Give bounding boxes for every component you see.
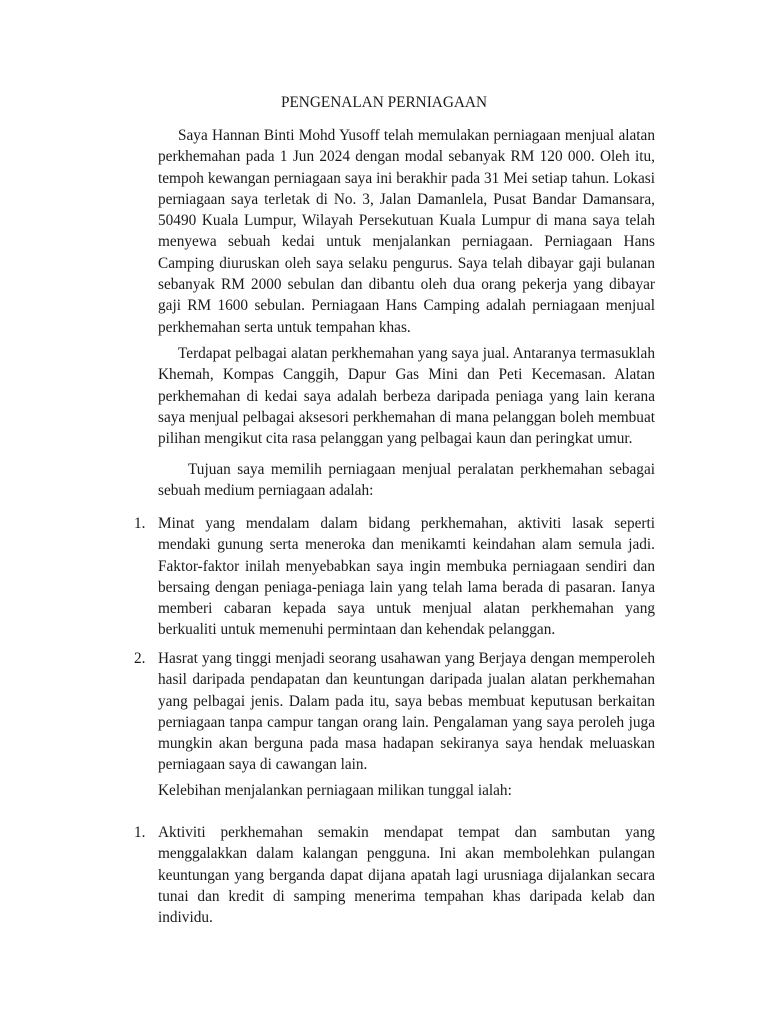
- document-title: PENGENALAN PERNIAGAAN: [280, 94, 488, 111]
- list-number: 1.: [134, 515, 146, 532]
- reason-list-item-2: [134, 648, 655, 776]
- list-number: 1.: [134, 824, 146, 841]
- list-item-text: Aktiviti perkhemahan semakin mendapat tempat dan sambutan yang menggalakkan dalam kalangan pengguna. Ini akan membolehkan pulangan keuntungan yang berganda dapat dijana apatah lagi urusniaga dijalankan secara tunai dan kredit di samping menerima tempahan khas daripada kelab dan individu.: [158, 824, 655, 927]
- list-number: 2.: [134, 650, 146, 667]
- intro-paragraph: Saya Hannan Binti Mohd Yusoff telah memulakan perniagaan menjual alatan perkhemahan pada 1 Jun 2024 dengan modal sebanyak RM 120 000. Oleh itu, tempoh kewangan perniagaan saya ini berakhir pada 31 Mei setiap tahun. Lokasi perniagaan saya terletak di No. 3, Jalan Damanlela, Pusat Bandar Damansara, 50490 Kuala Lumpur, Wilayah Persekutuan Kuala Lumpur di mana saya telah menyewa sebuah kedai untuk menjalankan perniagaan. Perniagaan Hans Camping diuruskan oleh saya selaku pengurus. Saya telah dibayar gaji bulanan sebanyak RM 2000 sebulan dan dibantu oleh dua orang pekerja yang dibayar gaji RM 1600 sebulan. Perniagaan Hans Camping adalah perniagaan menjual perkhemahan serta untuk tempahan khas.: [158, 127, 655, 336]
- purpose-paragraph: Tujuan saya memilih perniagaan menjual peralatan perkhemahan sebagai sebuah medium perniagaan adalah:: [158, 461, 655, 500]
- products-paragraph: Terdapat pelbagai alatan perkhemahan yang saya jual. Antaranya termasuklah Khemah, Kompas Canggih, Dapur Gas Mini dan Peti Kecemasan. Alatan perkhemahan di kedai saya adalah berbeza daripada peniaga yang lain kerana saya menjual pelbagai aksesori perkhemahan di mana pelanggan boleh membuat pilihan mengikut cita rasa pelanggan yang pelbagai kaun dan peringkat umur.: [158, 345, 655, 448]
- reason-list-item-1: [134, 513, 655, 641]
- list-item-text: Hasrat yang tinggi menjadi seorang usahawan yang Berjaya dengan memperoleh hasil daripada pendapatan dan keuntungan daripada jualan alatan perkhemahan yang pelbagai jenis. Dalam pada itu, saya bebas membuat keputusan berkaitan perniagaan tanpa campur tangan orang lain. Pengalaman yang saya peroleh juga mungkin akan berguna pada masa hadapan sekiranya saya hendak meluaskan perniagaan saya di cawangan lain.: [158, 650, 655, 774]
- advantage-list-item-1: [134, 822, 655, 928]
- advantages-intro: Kelebihan menjalankan perniagaan milikan tunggal ialah:: [158, 782, 512, 799]
- list-item-text: Minat yang mendalam dalam bidang perkhemahan, aktiviti lasak seperti mendaki gunung serta meneroka dan menikamti keindahan alam semula jadi. Faktor-faktor inilah menyebabkan saya ingin membuka perniagaan sendiri dan bersaing dengan peniaga-peniaga lain yang telah lama berada di pasaran. Ianya memberi cabaran kepada saya untuk menjual alatan perkhemahan yang berkualiti untuk memenuhi permintaan dan kehendak pelanggan.: [158, 515, 655, 639]
